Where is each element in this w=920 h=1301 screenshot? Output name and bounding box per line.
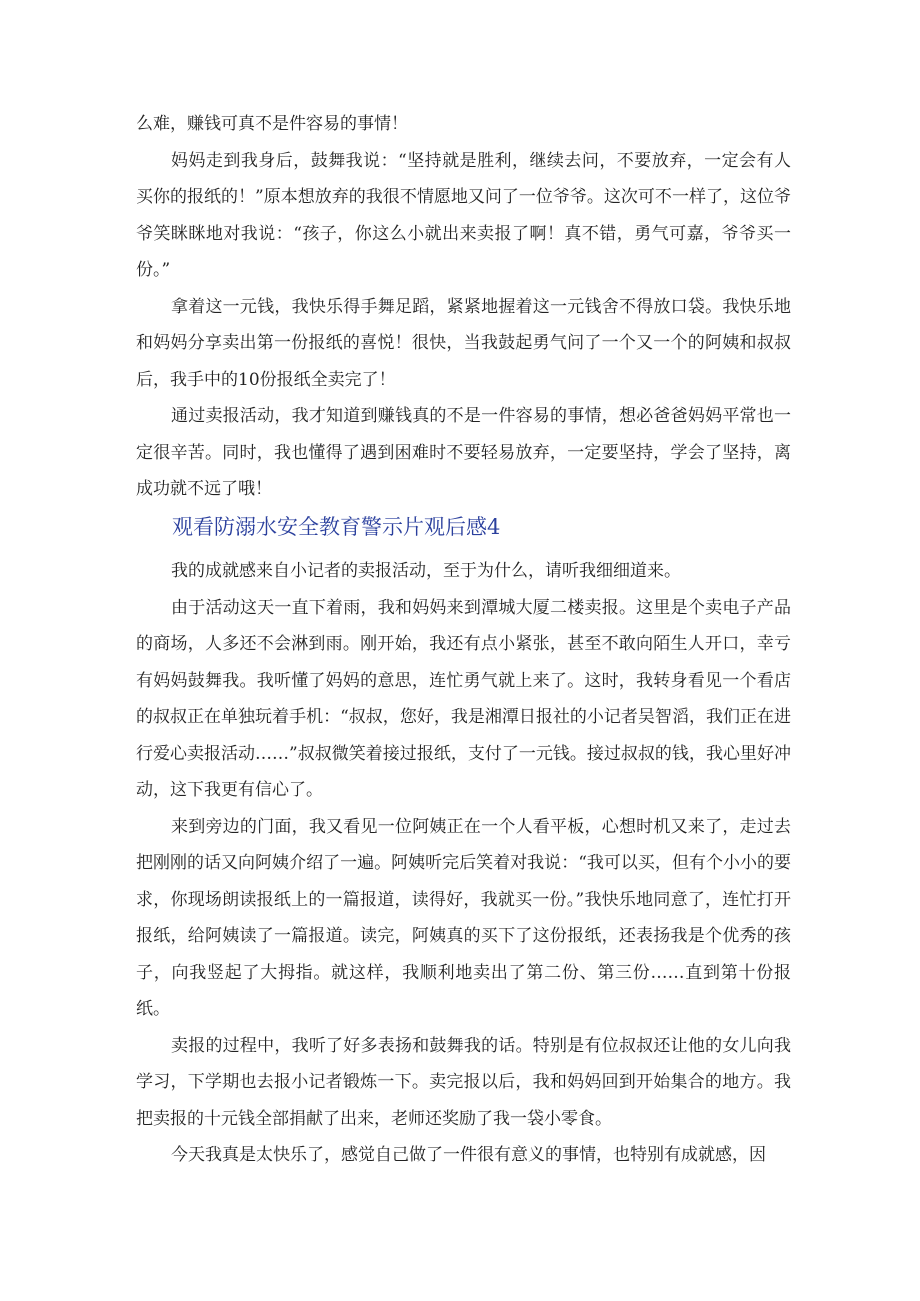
paragraph: 由于活动这天一直下着雨，我和妈妈来到潭城大厦二楼卖报。这里是个卖电子产品的商场，人多还不会淋到雨。刚开始，我还有点小紧张，甚至不敢向陌生人开口，幸亏有妈妈鼓舞我。我听懂了妈妈的意思，连忙勇气就上来了。这时，我转身看见一个看店的叔叔正在单独玩着手机：“叔叔，您好，我是湘潭日报社的小记者吴智滔，我们正在进行爱心卖报活动……”叔叔微笑着接过报纸，支付了一元钱。接过叔叔的钱，我心里好冲动，这下我更有信心了。: [136, 597, 791, 800]
paragraph: 我的成就感来自小记者的卖报活动，至于为什么，请听我细细道来。: [171, 561, 681, 581]
paragraph: 今天我真是太快乐了，感觉自己做了一件很有意义的事情，也特别有成就感，因: [171, 1145, 766, 1165]
paragraph: 妈妈走到我身后，鼓舞我说：“坚持就是胜利，继续去问，不要放弃，一定会有人买你的报纸的！”原本想放弃的我很不情愿地又问了一位爷爷。这次可不一样了，这位爷爷笑眯眯地对我说：“孩子，你这么小就出来卖报了啊！真不错，勇气可嘉，爷爷买一份。”: [136, 150, 791, 280]
paragraph: 么难，赚钱可真不是件容易的事情！: [136, 114, 408, 134]
section-one-body: [136, 106, 791, 508]
paragraph: 拿着这一元钱，我快乐得手舞足蹈，紧紧地握着这一元钱舍不得放口袋。我快乐地和妈妈分享卖出第一份报纸的喜悦！很快，当我鼓起勇气问了一个又一个的阿姨和叔叔后，我手中的10份报纸全卖完了！: [136, 296, 791, 390]
paragraph: 卖报的过程中，我听了好多表扬和鼓舞我的话。特别是有位叔叔还让他的女儿向我学习，下学期也去报小记者锻炼一下。卖完报以后，我和妈妈回到开始集合的地方。我把卖报的十元钱全部捐献了出来，老师还奖励了我一袋小零食。: [136, 1035, 791, 1129]
paragraph: 通过卖报活动，我才知道到赚钱真的不是一件容易的事情，想必爸爸妈妈平常也一定很辛苦。同时，我也懂得了遇到困难时不要轻易放弃，一定要坚持，学会了坚持，离成功就不远了哦！: [136, 406, 791, 499]
section-two-body: [136, 553, 791, 1174]
paragraph: 来到旁边的门面，我又看见一位阿姨正在一个人看平板，心想时机又来了，走过去把刚刚的话又向阿姨介绍了一遍。阿姨听完后笑着对我说：“我可以买，但有个小小的要求，你现场朗读报纸上的一篇报道，读得好，我就买一份。”我快乐地同意了，连忙打开报纸，给阿姨读了一篇报道。读完，阿姨真的买下了这份报纸，还表扬我是个优秀的孩子，向我竖起了大拇指。就这样，我顺利地卖出了第二份、第三份……直到第十份报纸。: [136, 816, 791, 1019]
section-heading: 观看防溺水安全教育警示片观后感4: [172, 515, 501, 539]
